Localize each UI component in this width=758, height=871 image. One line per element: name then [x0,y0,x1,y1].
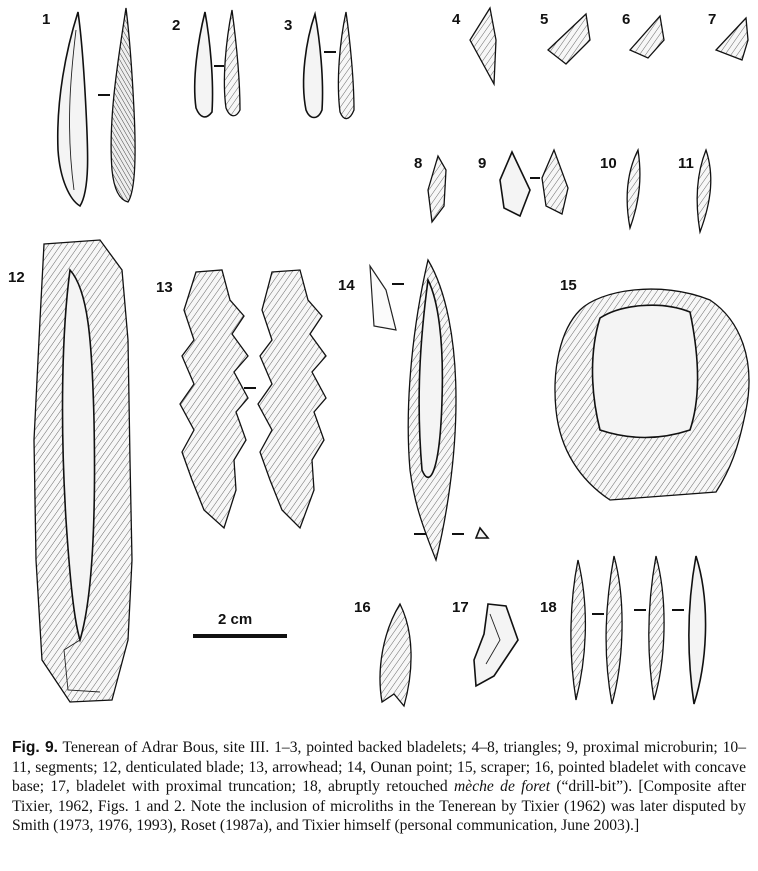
artifact-11 [697,150,711,232]
scale-bar-label: 2 cm [218,611,253,628]
artifact-12 [34,240,132,702]
label-11: 11 [678,155,694,172]
scale-bar [193,611,287,638]
artifact-2 [195,10,240,117]
label-13: 13 [156,279,173,296]
label-12: 12 [8,269,25,286]
label-2: 2 [172,17,181,34]
artifact-4 [470,8,496,84]
label-15: 15 [560,277,577,294]
label-7: 7 [708,11,717,28]
artifact-5 [548,14,590,64]
caption-italic-term: mèche de foret [454,778,551,796]
caption-label: Fig. 9. [12,739,58,756]
artifact-15 [555,289,749,500]
artifact-14 [370,260,488,560]
label-4: 4 [452,11,461,28]
label-14: 14 [338,277,355,294]
artifact-8 [428,156,446,222]
label-18: 18 [540,599,557,616]
label-6: 6 [622,11,631,28]
label-3: 3 [284,17,293,34]
label-16: 16 [354,599,371,616]
artifact-1 [58,8,135,206]
artifact-10 [627,150,640,228]
artifact-9 [500,150,568,216]
label-10: 10 [600,155,617,172]
artifact-13 [180,270,326,528]
artifact-16 [380,604,411,706]
artifact-17 [474,604,518,686]
artifact-6 [630,16,664,58]
figure-caption [12,738,746,836]
caption-text-2: (“drill-bit”). [Composite after Tixier, 1962, Figs. 1 and 2. Note the inclusion of microliths in the Tenerean by Tixier (1962) was later disputed by Smith (1973, 1976, 1993), Roset (1987a), and Tixier himself (personal communication, June 2003).] [12,778,747,835]
label-5: 5 [540,11,549,28]
label-8: 8 [414,155,423,172]
label-17: 17 [452,599,469,616]
label-1: 1 [42,11,51,28]
caption-text-1: Tenerean of Adrar Bous, site III. 1–3, pointed backed bladelets; 4–8, triangles; 9, proximal microburin; 10–11, segments; 12, denticulated blade; 13, arrowhead; 14, Ounan point; 15, scraper; 16, pointed bladelet with concave base; 17, bladelet with proximal truncation; 18, abruptly retouched [12,739,746,796]
artifact-18 [571,556,706,704]
artifact-3 [304,12,354,119]
artifact-7 [716,18,748,60]
label-9: 9 [478,155,487,172]
